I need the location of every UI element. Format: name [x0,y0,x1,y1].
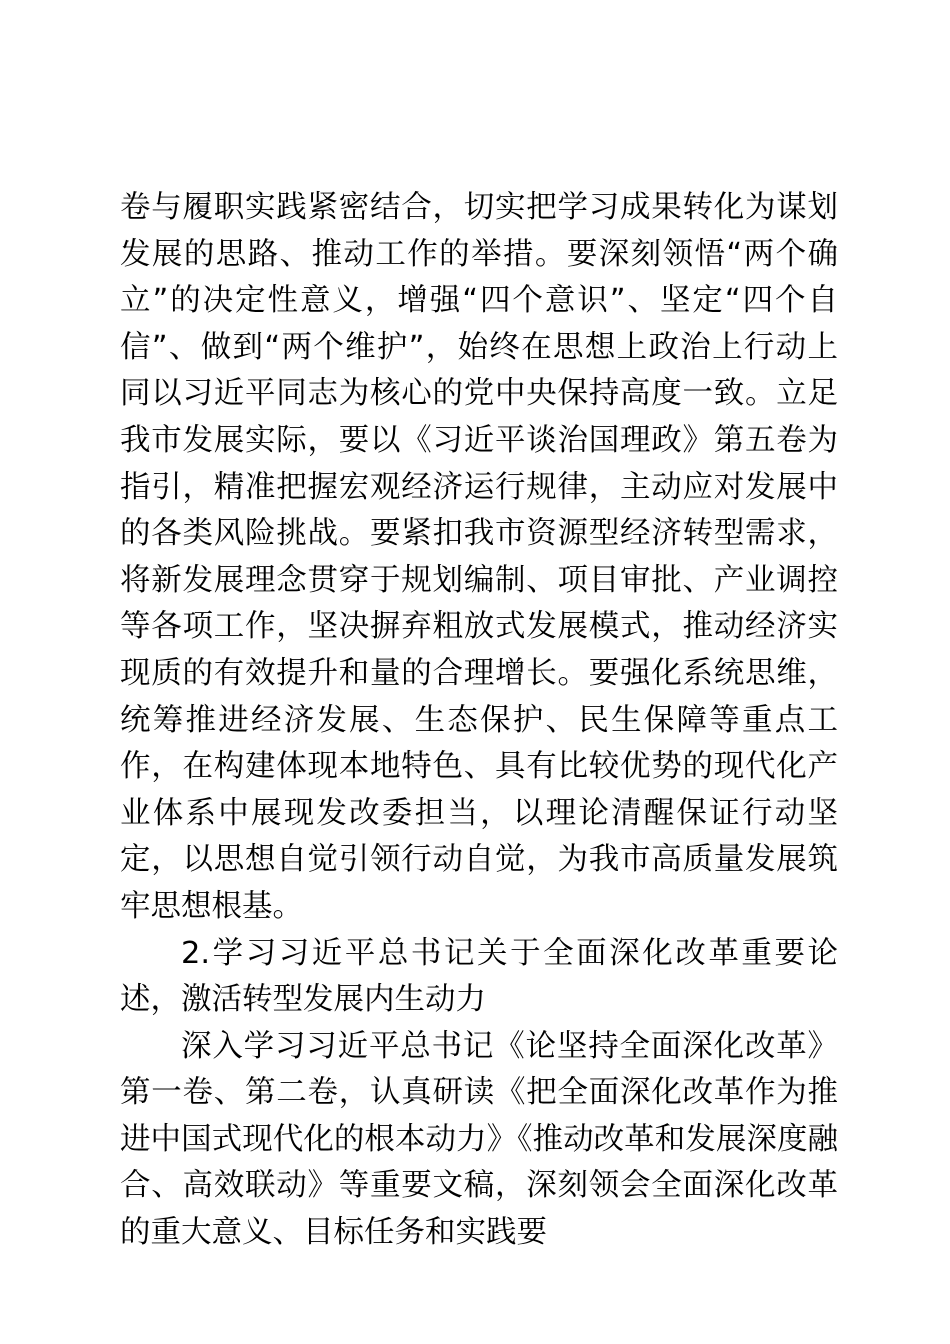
document-text-body [120,185,838,1257]
paragraph-continuation: 卷与履职实践紧密结合，切实把学习成果转化为谋划发展的思路、推动工作的举措。要深刻领悟“两个确立”的决定性意义，增强“四个意识”、坚定“四个自信”、做到“两个维护”，始终在思想上政治上行动上同以习近平同志为核心的党中央保持高度一致。立足我市发展实际，要以《习近平谈治国理政》第五卷为指引，精准把握宏观经济运行规律，主动应对发展中的各类风险挑战。要紧扣我市资源型经济转型需求，将新发展理念贯穿于规划编制、项目审批、产业调控等各项工作，坚决摒弃粗放式发展模式，推动经济实现质的有效提升和量的合理增长。要强化系统思维，统筹推进经济发展、生态保护、民生保障等重点工作，在构建体现本地特色、具有比较优势的现代化产业体系中展现发改委担当，以理论清醒保证行动坚定，以思想自觉引领行动自觉，为我市高质量发展筑牢思想根基。 [120,190,838,924]
paragraph-item-2-body: 深入学习习近平总书记《论坚持全面深化改革》第一卷、第二卷，认真研读《把全面深化改革作为推进中国式现代化的根本动力》《推动改革和发展深度融合、高效联动》等重要文稿，深刻领会全面深化改革的重大意义、目标任务和实践要 [120,1028,838,1251]
heading-item-2: 2.学习习近平总书记关于全面深化改革重要论述，激活转型发展内生动力 [120,935,838,1018]
